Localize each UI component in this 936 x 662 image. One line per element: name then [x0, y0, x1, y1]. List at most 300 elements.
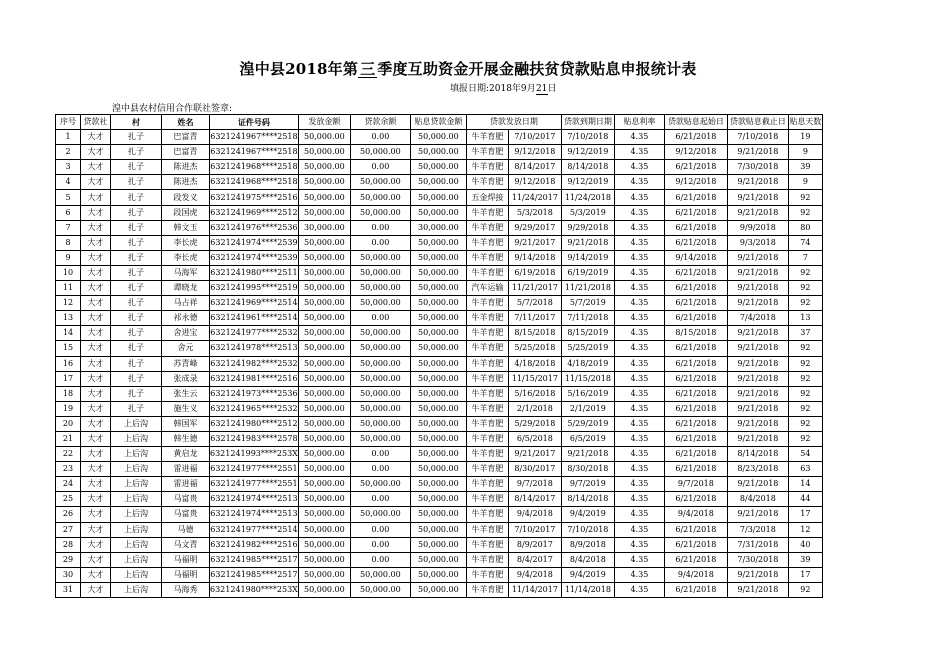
row-subsidy-end: 9/21/2018 [727, 326, 788, 341]
row-purpose: 牛羊育肥 [466, 175, 508, 190]
report-date [450, 81, 557, 95]
row-loan-balance: 0.00 [350, 552, 410, 567]
row-name: 施生义 [162, 401, 210, 416]
row-issue-date: 7/10/2017 [508, 522, 561, 537]
row-seq: 3 [56, 160, 81, 175]
table-row [56, 190, 823, 205]
row-rate: 4.35 [614, 447, 664, 462]
col-header-days: 贴息天数 [788, 115, 822, 130]
row-subsidy-amount: 50,000.00 [410, 401, 466, 416]
row-seq: 16 [56, 356, 81, 371]
row-issued-amount: 50,000.00 [298, 190, 350, 205]
row-issued-amount: 50,000.00 [298, 160, 350, 175]
row-subsidy-amount: 50,000.00 [410, 462, 466, 477]
row-name: 舍元 [162, 341, 210, 356]
row-purpose: 牛羊育肥 [466, 341, 508, 356]
row-seq: 30 [56, 567, 81, 582]
row-subsidy-start: 6/21/2018 [664, 537, 727, 552]
row-seq: 28 [56, 537, 81, 552]
row-subsidy-start: 9/4/2018 [664, 507, 727, 522]
row-id-number: 6321241977****2551 [210, 462, 299, 477]
row-id-number: 6321241967****2518 [210, 145, 299, 160]
row-days: 92 [788, 341, 822, 356]
row-subsidy-amount: 50,000.00 [410, 522, 466, 537]
row-issue-date: 7/10/2017 [508, 130, 561, 145]
row-subsidy-start: 6/21/2018 [664, 552, 727, 567]
row-rate: 4.35 [614, 190, 664, 205]
row-village: 扎子 [111, 250, 162, 265]
row-issued-amount: 50,000.00 [298, 401, 350, 416]
row-days: 92 [788, 416, 822, 431]
row-due-date: 8/30/2018 [561, 462, 614, 477]
row-subsidy-start: 6/21/2018 [664, 220, 727, 235]
row-id-number: 6321241969****2514 [210, 296, 299, 311]
row-loan-balance: 0.00 [350, 311, 410, 326]
row-subsidy-start: 6/21/2018 [664, 130, 727, 145]
row-seq: 14 [56, 326, 81, 341]
row-coop: 大才 [81, 296, 111, 311]
row-rate: 4.35 [614, 220, 664, 235]
row-village: 扎子 [111, 311, 162, 326]
row-issue-date: 8/30/2017 [508, 462, 561, 477]
row-id-number: 6321241980****2512 [210, 416, 299, 431]
row-purpose: 牛羊育肥 [466, 522, 508, 537]
row-village: 扎子 [111, 190, 162, 205]
row-village: 扎子 [111, 145, 162, 160]
row-purpose: 牛羊育肥 [466, 160, 508, 175]
row-issue-date: 7/11/2017 [508, 311, 561, 326]
row-coop: 大才 [81, 371, 111, 386]
row-loan-balance: 50,000.00 [350, 341, 410, 356]
row-seq: 12 [56, 296, 81, 311]
row-id-number: 6321241961****2514 [210, 311, 299, 326]
row-loan-balance: 50,000.00 [350, 371, 410, 386]
row-rate: 4.35 [614, 462, 664, 477]
row-issue-date: 5/29/2018 [508, 416, 561, 431]
row-days: 17 [788, 567, 822, 582]
row-name: 陈进杰 [162, 175, 210, 190]
row-purpose: 五金焊接 [466, 190, 508, 205]
row-issued-amount: 50,000.00 [298, 447, 350, 462]
row-subsidy-start: 6/21/2018 [664, 447, 727, 462]
row-name: 雷进福 [162, 462, 210, 477]
row-rate: 4.35 [614, 311, 664, 326]
row-rate: 4.35 [614, 386, 664, 401]
date-prefix: 填报日期:2018年9月 [450, 84, 536, 94]
row-due-date: 6/5/2019 [561, 431, 614, 446]
row-id-number: 6321241982****2532 [210, 356, 299, 371]
row-id-number: 6321241974****2539 [210, 250, 299, 265]
row-rate: 4.35 [614, 522, 664, 537]
row-name: 李长虎 [162, 250, 210, 265]
row-loan-balance: 0.00 [350, 447, 410, 462]
row-name: 马文青 [162, 537, 210, 552]
row-seq: 5 [56, 190, 81, 205]
row-coop: 大才 [81, 386, 111, 401]
row-due-date: 8/9/2018 [561, 537, 614, 552]
row-days: 92 [788, 265, 822, 280]
row-name: 李长虎 [162, 235, 210, 250]
row-days: 9 [788, 145, 822, 160]
row-issue-date: 8/14/2017 [508, 492, 561, 507]
row-seq: 18 [56, 386, 81, 401]
row-due-date: 8/14/2018 [561, 160, 614, 175]
row-rate: 4.35 [614, 416, 664, 431]
row-coop: 大才 [81, 265, 111, 280]
row-issue-date: 9/4/2018 [508, 567, 561, 582]
row-rate: 4.35 [614, 281, 664, 296]
row-subsidy-start: 6/21/2018 [664, 582, 727, 597]
row-purpose: 牛羊育肥 [466, 507, 508, 522]
row-id-number: 6321241981****2516 [210, 371, 299, 386]
table-row [56, 522, 823, 537]
table-row [56, 205, 823, 220]
row-seq: 24 [56, 477, 81, 492]
row-village: 上后沟 [111, 552, 162, 567]
row-subsidy-end: 9/3/2018 [727, 235, 788, 250]
row-subsidy-start: 6/21/2018 [664, 416, 727, 431]
row-subsidy-start: 6/21/2018 [664, 235, 727, 250]
row-due-date: 5/16/2019 [561, 386, 614, 401]
row-name: 马福明 [162, 567, 210, 582]
row-loan-balance: 50,000.00 [350, 567, 410, 582]
table-row [56, 311, 823, 326]
row-purpose: 牛羊育肥 [466, 250, 508, 265]
row-days: 92 [788, 190, 822, 205]
row-subsidy-end: 9/21/2018 [727, 296, 788, 311]
row-purpose: 牛羊育肥 [466, 265, 508, 280]
row-coop: 大才 [81, 477, 111, 492]
row-days: 92 [788, 296, 822, 311]
row-subsidy-start: 6/21/2018 [664, 205, 727, 220]
row-seq: 29 [56, 552, 81, 567]
row-subsidy-amount: 50,000.00 [410, 311, 466, 326]
row-village: 扎子 [111, 265, 162, 280]
row-subsidy-end: 9/21/2018 [727, 431, 788, 446]
row-loan-balance: 0.00 [350, 130, 410, 145]
row-subsidy-amount: 50,000.00 [410, 175, 466, 190]
row-subsidy-amount: 50,000.00 [410, 145, 466, 160]
row-name: 韩文玉 [162, 220, 210, 235]
table-row [56, 281, 823, 296]
row-due-date: 8/14/2018 [561, 492, 614, 507]
row-subsidy-end: 9/9/2018 [727, 220, 788, 235]
row-rate: 4.35 [614, 401, 664, 416]
row-issued-amount: 50,000.00 [298, 311, 350, 326]
row-coop: 大才 [81, 281, 111, 296]
row-name: 张成录 [162, 371, 210, 386]
row-rate: 4.35 [614, 492, 664, 507]
table-row [56, 582, 823, 597]
row-subsidy-start: 8/15/2018 [664, 326, 727, 341]
row-days: 13 [788, 311, 822, 326]
row-coop: 大才 [81, 220, 111, 235]
row-rate: 4.35 [614, 341, 664, 356]
row-issued-amount: 50,000.00 [298, 371, 350, 386]
row-subsidy-end: 8/23/2018 [727, 462, 788, 477]
row-days: 92 [788, 386, 822, 401]
row-purpose: 牛羊育肥 [466, 371, 508, 386]
col-header-issued-amount: 发放金额 [298, 115, 350, 130]
row-seq: 15 [56, 341, 81, 356]
row-seq: 8 [56, 235, 81, 250]
row-rate: 4.35 [614, 431, 664, 446]
row-name: 黄启龙 [162, 447, 210, 462]
row-subsidy-end: 7/4/2018 [727, 311, 788, 326]
row-village: 扎子 [111, 341, 162, 356]
row-loan-balance: 0.00 [350, 537, 410, 552]
row-subsidy-start: 6/21/2018 [664, 492, 727, 507]
row-due-date: 11/15/2018 [561, 371, 614, 386]
row-subsidy-amount: 50,000.00 [410, 160, 466, 175]
row-issued-amount: 50,000.00 [298, 552, 350, 567]
row-issue-date: 6/5/2018 [508, 431, 561, 446]
row-issued-amount: 50,000.00 [298, 250, 350, 265]
row-days: 54 [788, 447, 822, 462]
row-id-number: 6321241967****2518 [210, 130, 299, 145]
row-id-number: 6321241976****2536 [210, 220, 299, 235]
row-loan-balance: 0.00 [350, 160, 410, 175]
row-days: 7 [788, 250, 822, 265]
row-days: 92 [788, 205, 822, 220]
row-coop: 大才 [81, 145, 111, 160]
row-subsidy-end: 9/21/2018 [727, 507, 788, 522]
row-village: 上后沟 [111, 431, 162, 446]
row-subsidy-start: 6/21/2018 [664, 522, 727, 537]
row-village: 上后沟 [111, 507, 162, 522]
row-due-date: 7/10/2018 [561, 522, 614, 537]
col-header-loan-balance: 贷款余额 [350, 115, 410, 130]
row-village: 扎子 [111, 235, 162, 250]
row-name: 韩生德 [162, 431, 210, 446]
row-id-number: 6321241983****2578 [210, 431, 299, 446]
row-days: 92 [788, 356, 822, 371]
row-issue-date: 5/7/2018 [508, 296, 561, 311]
row-issue-date: 9/4/2018 [508, 507, 561, 522]
row-coop: 大才 [81, 416, 111, 431]
row-village: 扎子 [111, 281, 162, 296]
row-days: 12 [788, 522, 822, 537]
table-row [56, 552, 823, 567]
row-id-number: 6321241993****253X [210, 447, 299, 462]
row-purpose: 牛羊育肥 [466, 205, 508, 220]
row-village: 扎子 [111, 356, 162, 371]
row-id-number: 6321241980****2511 [210, 265, 299, 280]
row-name: 马德 [162, 522, 210, 537]
row-purpose: 牛羊育肥 [466, 235, 508, 250]
row-issue-date: 5/25/2018 [508, 341, 561, 356]
row-name: 祁永德 [162, 311, 210, 326]
row-subsidy-start: 6/21/2018 [664, 281, 727, 296]
row-subsidy-amount: 50,000.00 [410, 190, 466, 205]
row-loan-balance: 50,000.00 [350, 265, 410, 280]
row-name: 马富贵 [162, 507, 210, 522]
row-coop: 大才 [81, 175, 111, 190]
row-coop: 大才 [81, 507, 111, 522]
row-purpose: 牛羊育肥 [466, 462, 508, 477]
row-subsidy-end: 9/21/2018 [727, 145, 788, 160]
row-coop: 大才 [81, 401, 111, 416]
row-seq: 6 [56, 205, 81, 220]
row-subsidy-start: 6/21/2018 [664, 190, 727, 205]
row-issued-amount: 50,000.00 [298, 326, 350, 341]
row-days: 92 [788, 401, 822, 416]
row-village: 上后沟 [111, 462, 162, 477]
row-seq: 17 [56, 371, 81, 386]
row-issue-date: 8/15/2018 [508, 326, 561, 341]
table-row [56, 265, 823, 280]
row-issue-date: 11/21/2017 [508, 281, 561, 296]
col-header-name: 姓名 [162, 115, 210, 130]
table-row [56, 356, 823, 371]
row-issued-amount: 50,000.00 [298, 416, 350, 431]
row-purpose: 牛羊育肥 [466, 552, 508, 567]
row-issue-date: 9/12/2018 [508, 175, 561, 190]
row-village: 扎子 [111, 401, 162, 416]
date-day: 21 [535, 84, 548, 94]
row-issued-amount: 50,000.00 [298, 462, 350, 477]
row-subsidy-end: 7/3/2018 [727, 522, 788, 537]
row-purpose: 牛羊育肥 [466, 416, 508, 431]
row-days: 92 [788, 371, 822, 386]
row-subsidy-amount: 50,000.00 [410, 537, 466, 552]
row-seq: 27 [56, 522, 81, 537]
row-loan-balance: 50,000.00 [350, 507, 410, 522]
row-village: 上后沟 [111, 447, 162, 462]
row-village: 扎子 [111, 220, 162, 235]
row-seq: 4 [56, 175, 81, 190]
row-id-number: 6321241969****2512 [210, 205, 299, 220]
row-name: 马海秀 [162, 582, 210, 597]
row-subsidy-end: 7/31/2018 [727, 537, 788, 552]
row-coop: 大才 [81, 205, 111, 220]
row-purpose: 牛羊育肥 [466, 477, 508, 492]
row-rate: 4.35 [614, 537, 664, 552]
row-subsidy-start: 6/21/2018 [664, 356, 727, 371]
row-subsidy-amount: 50,000.00 [410, 507, 466, 522]
row-due-date: 11/24/2018 [561, 190, 614, 205]
row-due-date: 9/12/2019 [561, 145, 614, 160]
row-subsidy-end: 9/21/2018 [727, 190, 788, 205]
row-name: 舍进宝 [162, 326, 210, 341]
row-rate: 4.35 [614, 371, 664, 386]
row-coop: 大才 [81, 431, 111, 446]
row-loan-balance: 0.00 [350, 522, 410, 537]
row-name: 巴富青 [162, 145, 210, 160]
row-rate: 4.35 [614, 552, 664, 567]
row-purpose: 牛羊育肥 [466, 401, 508, 416]
row-subsidy-amount: 50,000.00 [410, 235, 466, 250]
title-prefix: 湟中县2018年第 [239, 60, 359, 78]
row-subsidy-start: 9/4/2018 [664, 567, 727, 582]
row-issued-amount: 50,000.00 [298, 582, 350, 597]
row-subsidy-start: 6/21/2018 [664, 160, 727, 175]
row-subsidy-amount: 50,000.00 [410, 431, 466, 446]
row-name: 马富贵 [162, 492, 210, 507]
date-suffix: 日 [547, 84, 557, 94]
row-issued-amount: 30,000.00 [298, 220, 350, 235]
row-coop: 大才 [81, 552, 111, 567]
row-name: 谭晓龙 [162, 281, 210, 296]
row-name: 段国虎 [162, 205, 210, 220]
row-subsidy-end: 9/21/2018 [727, 477, 788, 492]
row-name: 巴富青 [162, 130, 210, 145]
row-subsidy-end: 9/21/2018 [727, 281, 788, 296]
col-header-due-date: 贷款到期日期 [561, 115, 614, 130]
row-subsidy-start: 9/12/2018 [664, 175, 727, 190]
row-coop: 大才 [81, 537, 111, 552]
row-loan-balance: 50,000.00 [350, 175, 410, 190]
row-subsidy-end: 8/14/2018 [727, 447, 788, 462]
row-subsidy-end: 9/21/2018 [727, 386, 788, 401]
table-row [56, 537, 823, 552]
row-seq: 31 [56, 582, 81, 597]
quarter-value: 三 [360, 60, 376, 78]
row-subsidy-amount: 50,000.00 [410, 371, 466, 386]
row-village: 扎子 [111, 386, 162, 401]
row-days: 39 [788, 160, 822, 175]
row-id-number: 6321241985****2517 [210, 552, 299, 567]
row-rate: 4.35 [614, 296, 664, 311]
row-village: 扎子 [111, 130, 162, 145]
row-village: 扎子 [111, 160, 162, 175]
row-subsidy-amount: 50,000.00 [410, 356, 466, 371]
col-header-subsidy-start: 贷款贴息起始日 [664, 115, 727, 130]
row-rate: 4.35 [614, 326, 664, 341]
row-issue-date: 8/14/2017 [508, 160, 561, 175]
row-issued-amount: 50,000.00 [298, 296, 350, 311]
row-rate: 4.35 [614, 250, 664, 265]
row-coop: 大才 [81, 190, 111, 205]
row-purpose: 牛羊育肥 [466, 311, 508, 326]
row-rate: 4.35 [614, 130, 664, 145]
row-subsidy-amount: 50,000.00 [410, 492, 466, 507]
row-issued-amount: 50,000.00 [298, 145, 350, 160]
col-header-village: 村 [111, 115, 162, 130]
row-due-date: 4/18/2019 [561, 356, 614, 371]
row-issued-amount: 50,000.00 [298, 281, 350, 296]
row-days: 9 [788, 175, 822, 190]
row-id-number: 6321241974****2513 [210, 507, 299, 522]
col-header-subsidy-end: 贷款贴息截止日 [727, 115, 788, 130]
row-due-date: 9/4/2019 [561, 507, 614, 522]
row-rate: 4.35 [614, 145, 664, 160]
row-coop: 大才 [81, 341, 111, 356]
row-days: 40 [788, 537, 822, 552]
row-rate: 4.35 [614, 477, 664, 492]
row-seq: 7 [56, 220, 81, 235]
row-issue-date: 9/7/2018 [508, 477, 561, 492]
row-days: 44 [788, 492, 822, 507]
row-rate: 4.35 [614, 160, 664, 175]
row-days: 80 [788, 220, 822, 235]
row-purpose: 牛羊育肥 [466, 492, 508, 507]
row-subsidy-start: 6/21/2018 [664, 462, 727, 477]
row-subsidy-end: 9/21/2018 [727, 175, 788, 190]
table-row [56, 296, 823, 311]
row-name: 雷进福 [162, 477, 210, 492]
row-due-date: 9/29/2018 [561, 220, 614, 235]
row-issued-amount: 50,000.00 [298, 522, 350, 537]
row-due-date: 9/12/2019 [561, 175, 614, 190]
row-id-number: 6321241968****2518 [210, 175, 299, 190]
row-due-date: 11/21/2018 [561, 281, 614, 296]
row-purpose: 牛羊育肥 [466, 431, 508, 446]
table-row [56, 401, 823, 416]
row-village: 扎子 [111, 371, 162, 386]
table-row [56, 447, 823, 462]
row-purpose: 牛羊育肥 [466, 130, 508, 145]
